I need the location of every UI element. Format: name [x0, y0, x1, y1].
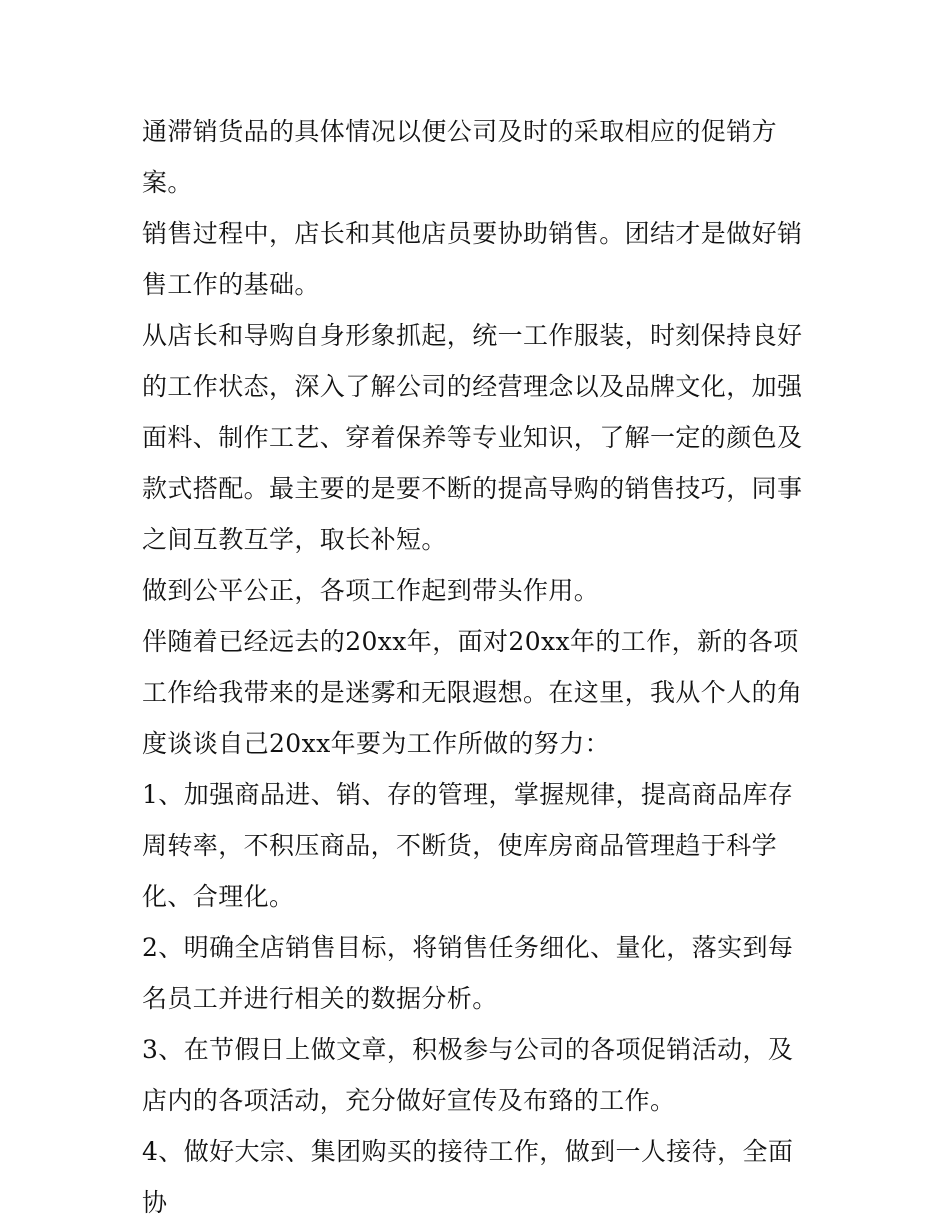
body-text	[142, 106, 814, 1228]
list-item-1: 1、加强商品进、销、存的管理，掌握规律，提高商品库存周转率，不积压商品，不断货，使库房商品管理趋于科学化、合理化。	[142, 780, 794, 911]
paragraph-3: 从店长和导购自身形象抓起，统一工作服装，时刻保持良好的工作状态，深入了解公司的经营理念以及品牌文化，加强面料、制作工艺、穿着保养等专业知识，了解一定的颜色及款式搭配。最主要的是要不断的提高导购的销售技巧，同事之间互教互学，取长补短。	[142, 321, 803, 554]
list-item-3: 3、在节假日上做文章，积极参与公司的各项促销活动，及店内的各项活动，充分做好宣传及布臵的工作。	[142, 1035, 794, 1115]
list-item-2: 2、明确全店销售目标，将销售任务细化、量化，落实到每名员工并进行相关的数据分析。	[142, 933, 794, 1013]
paragraph-2: 销售过程中，店长和其他店员要协助销售。团结才是做好销售工作的基础。	[142, 219, 803, 299]
paragraph-5: 伴随着已经远去的20xx年，面对20xx年的工作，新的各项工作给我带来的是迷雾和无限遐想。在这里，我从个人的角度谈谈自己20xx年要为工作所做的努力：	[142, 627, 803, 758]
paragraph-4: 做到公平公正，各项工作起到带头作用。	[142, 576, 600, 605]
paragraph-1: 通滞销货品的具体情况以便公司及时的采取相应的促销方案。	[142, 117, 778, 197]
list-item-4: 4、做好大宗、集团购买的接待工作，做到一人接待，全面协	[142, 1137, 794, 1217]
